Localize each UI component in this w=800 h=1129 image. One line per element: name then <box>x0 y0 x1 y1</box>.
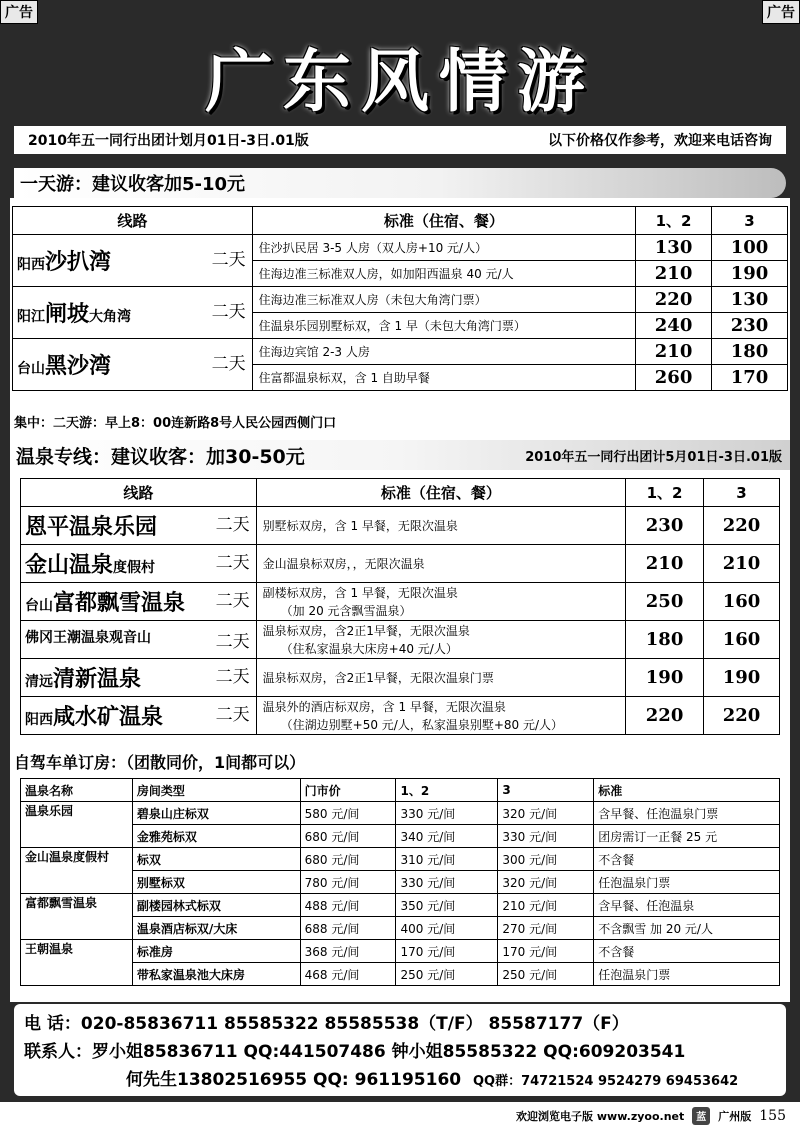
col-route: 线路 <box>21 479 257 507</box>
route-name: 恩平温泉乐园 <box>25 515 158 540</box>
section2-panel <box>10 432 790 1002</box>
route-days: 二天 <box>211 354 246 374</box>
standard-cell: 住海边准三标准双人房（未包大角湾门票） <box>252 287 635 313</box>
table-row <box>21 802 780 825</box>
route-suffix: 大角湾 <box>89 309 132 325</box>
price-3-cell: 250 元/间 <box>498 963 594 986</box>
price-12-cell: 230 <box>626 507 704 545</box>
price-12-cell: 240 <box>636 313 712 339</box>
spa-name-cell: 富都飘雪温泉 <box>21 894 133 940</box>
col-standard: 标准（住宿、餐） <box>252 207 635 235</box>
contact-persons-1: 罗小姐85836711 QQ:441507486 钟小姐85585322 QQ:609203541 <box>92 1042 686 1062</box>
col-route: 线路 <box>13 207 253 235</box>
standard-line: 副楼标双房，含 1 早餐，无限次温泉 <box>262 585 458 600</box>
price-3-cell: 190 <box>712 261 788 287</box>
self-drive-table <box>20 778 780 986</box>
route-days: 二天 <box>211 302 246 322</box>
section1-heading: 一天游：建议收客加5-10元 <box>14 168 786 198</box>
contact-persons-2: 何先生13802516955 QQ: 961195160 <box>126 1070 462 1090</box>
section1-table <box>12 206 788 391</box>
price-3-cell: 320 元/间 <box>498 871 594 894</box>
standard-cell: 任泡温泉门票 <box>594 963 780 986</box>
room-type-cell: 碧泉山庄标双 <box>132 802 300 825</box>
section2-heading: 温泉专线：建议收客：加30-50元 <box>16 445 305 468</box>
standard-cell: 不含餐 <box>594 848 780 871</box>
price-12-cell: 190 <box>626 659 704 697</box>
page-number: 155 <box>759 1107 786 1124</box>
publisher-logo-icon: 蓝 <box>692 1107 710 1125</box>
col-price-3: 3 <box>498 779 594 802</box>
table-row <box>21 621 780 659</box>
rack-rate-cell: 688 元/间 <box>300 917 396 940</box>
route-cell <box>13 235 253 287</box>
route-prefix: 台山 <box>25 598 53 614</box>
price-3-cell: 330 元/间 <box>498 825 594 848</box>
price-12-cell: 250 <box>626 583 704 621</box>
price-12-cell: 330 元/间 <box>396 871 498 894</box>
route-days: 二天 <box>211 250 246 270</box>
route-name: 沙扒湾 <box>45 250 112 275</box>
standard-line: 温泉外的酒店标双房，含 1 早餐，无限次温泉 <box>262 699 506 714</box>
route-cell <box>13 287 253 339</box>
phone-numbers: 020-85836711 85585322 85585538（T/F） 85587177（F） <box>80 1014 629 1034</box>
standard-cell: 住海边宾馆 2-3 人房 <box>252 339 635 365</box>
table-row <box>21 583 780 621</box>
room-type-cell: 副楼园林式标双 <box>132 894 300 917</box>
standard-line: 温泉标双房，含2正1早餐，无限次温泉 <box>262 623 470 638</box>
price-3-cell: 220 <box>704 697 780 735</box>
standard-cell <box>256 621 625 659</box>
table-row <box>13 235 788 261</box>
price-note: 以下价格仅作参考，欢迎来电话咨询 <box>548 133 772 149</box>
table-header-row <box>13 207 788 235</box>
footer <box>0 1102 800 1129</box>
col-standard: 标准（住宿、餐） <box>256 479 625 507</box>
route-prefix: 阳江 <box>17 309 45 325</box>
standard-line: （住私家温泉大床房+40 元/人） <box>280 641 458 656</box>
col-rack-rate: 门市价 <box>300 779 396 802</box>
price-12-cell: 130 <box>636 235 712 261</box>
rack-rate-cell: 580 元/间 <box>300 802 396 825</box>
standard-cell <box>256 507 625 545</box>
route-prefix: 清远 <box>25 674 53 690</box>
col-spa-name: 温泉名称 <box>21 779 133 802</box>
price-3-cell: 210 <box>704 545 780 583</box>
room-type-cell: 金雅苑标双 <box>132 825 300 848</box>
col-room-type: 房间类型 <box>132 779 300 802</box>
standard-cell: 住富都温泉标双，含 1 自助早餐 <box>252 365 635 391</box>
price-12-cell: 210 <box>636 339 712 365</box>
spa-name-cell: 王朝温泉 <box>21 940 133 986</box>
route-prefix: 佛冈王潮温泉观音山 <box>25 630 151 646</box>
route-prefix: 台山 <box>17 361 45 377</box>
spa-name-cell: 温泉乐园 <box>21 802 133 848</box>
price-12-cell: 350 元/间 <box>396 894 498 917</box>
route-days: 二天 <box>215 632 250 652</box>
standard-cell: 任泡温泉门票 <box>594 871 780 894</box>
route-name: 金山温泉 <box>25 553 114 578</box>
table-row <box>21 848 780 871</box>
contact-label: 联系人： <box>24 1042 92 1062</box>
ad-tag-left: 广告 <box>0 0 38 24</box>
rack-rate-cell: 368 元/间 <box>300 940 396 963</box>
standard-cell <box>256 545 625 583</box>
price-3-cell: 270 元/间 <box>498 917 594 940</box>
price-12-cell: 210 <box>636 261 712 287</box>
price-12-cell: 180 <box>626 621 704 659</box>
rack-rate-cell: 680 元/间 <box>300 825 396 848</box>
route-days: 二天 <box>215 591 250 611</box>
table-header-row <box>21 479 780 507</box>
standard-cell: 含早餐、任泡温泉门票 <box>594 802 780 825</box>
price-12-cell: 400 元/间 <box>396 917 498 940</box>
route-cell <box>21 697 257 735</box>
section2-note: 2010年五一同行出团计5月01日-3日.01版 <box>525 449 782 465</box>
price-3-cell: 100 <box>712 235 788 261</box>
price-3-cell: 130 <box>712 287 788 313</box>
section2-heading-bar <box>10 440 790 470</box>
route-name: 富都飘雪温泉 <box>53 591 186 616</box>
price-12-cell: 220 <box>626 697 704 735</box>
route-days: 二天 <box>215 515 250 535</box>
standard-cell <box>256 583 625 621</box>
table-row <box>21 507 780 545</box>
price-3-cell: 190 <box>704 659 780 697</box>
room-type-cell: 带私家温泉池大床房 <box>132 963 300 986</box>
table-row <box>21 871 780 894</box>
price-12-cell: 220 <box>636 287 712 313</box>
ad-tag-right: 广告 <box>762 0 800 24</box>
route-suffix: 度假村 <box>113 560 156 576</box>
room-type-cell: 别墅标双 <box>132 871 300 894</box>
standard-cell: 住沙扒民居 3-5 人房（双人房+10 元/人） <box>252 235 635 261</box>
price-3-cell: 180 <box>712 339 788 365</box>
qq-group: QQ群：74721524 9524279 69453642 <box>472 1074 739 1089</box>
banner-title: 广东风情游 <box>204 42 595 122</box>
table-row <box>13 287 788 313</box>
route-cell <box>21 507 257 545</box>
price-3-cell: 170 元/间 <box>498 940 594 963</box>
table-row <box>21 894 780 917</box>
price-3-cell: 170 <box>712 365 788 391</box>
standard-line: （加 20 元含飘雪温泉） <box>280 603 412 618</box>
rack-rate-cell: 468 元/间 <box>300 963 396 986</box>
price-12-cell: 250 元/间 <box>396 963 498 986</box>
price-12-cell: 170 元/间 <box>396 940 498 963</box>
route-cell <box>13 339 253 391</box>
info-bar <box>14 126 786 154</box>
route-name: 闸坡 <box>45 302 90 327</box>
route-prefix: 阳西 <box>25 712 53 728</box>
route-name: 咸水矿温泉 <box>53 705 164 730</box>
standard-cell <box>256 697 625 735</box>
contact-line-2 <box>24 1066 776 1096</box>
price-3-cell: 160 <box>704 621 780 659</box>
phone-line <box>24 1010 776 1038</box>
edition-note: 2010年五一同行出团计划月01日-3日.01版 <box>28 133 309 149</box>
rack-rate-cell: 780 元/间 <box>300 871 396 894</box>
table-header-row <box>21 779 780 802</box>
table-row <box>21 963 780 986</box>
route-name: 黑沙湾 <box>45 354 112 379</box>
table-row <box>13 339 788 365</box>
price-12-cell: 330 元/间 <box>396 802 498 825</box>
rack-rate-cell: 488 元/间 <box>300 894 396 917</box>
col-price-12: 1、2 <box>396 779 498 802</box>
phone-label: 电 话： <box>24 1014 81 1034</box>
price-12-cell: 210 <box>626 545 704 583</box>
standard-cell <box>256 659 625 697</box>
col-standard: 标准 <box>594 779 780 802</box>
price-3-cell: 160 <box>704 583 780 621</box>
standard-cell: 团房需订一正餐 25 元 <box>594 825 780 848</box>
standard-cell: 住海边准三标准双人房，如加阳西温泉 40 元/人 <box>252 261 635 287</box>
price-12-cell: 260 <box>636 365 712 391</box>
standard-cell: 不含餐 <box>594 940 780 963</box>
route-days: 二天 <box>215 553 250 573</box>
table-row <box>21 917 780 940</box>
spa-name-cell: 金山温泉度假村 <box>21 848 133 894</box>
room-type-cell: 温泉酒店标双/大床 <box>132 917 300 940</box>
contact-line-1 <box>24 1038 776 1066</box>
route-cell <box>21 545 257 583</box>
table-row <box>21 545 780 583</box>
route-prefix: 阳西 <box>17 257 45 273</box>
standard-cell: 不含飘雪 加 20 元/人 <box>594 917 780 940</box>
price-3-cell: 230 <box>712 313 788 339</box>
price-3-cell: 220 <box>704 507 780 545</box>
col-price-3: 3 <box>704 479 780 507</box>
room-type-cell: 标准房 <box>132 940 300 963</box>
standard-line: （住湖边别墅+50 元/人，私家温泉别墅+80 元/人） <box>280 717 564 732</box>
col-price-12: 1、2 <box>626 479 704 507</box>
standard-cell: 含早餐、任泡温泉 <box>594 894 780 917</box>
self-drive-heading: 自驾车单订房：（团散同价，1间都可以） <box>14 753 306 772</box>
route-name: 清新温泉 <box>53 667 142 692</box>
route-cell <box>21 659 257 697</box>
standard-line: 温泉标双房，含2正1早餐，无限次温泉门票 <box>262 670 494 685</box>
rack-rate-cell: 680 元/间 <box>300 848 396 871</box>
standard-line: 金山温泉标双房，，无限次温泉 <box>262 556 425 571</box>
contact-box <box>14 1004 786 1096</box>
footer-website: 欢迎浏览电子版 www.zyoo.net <box>516 1109 685 1123</box>
table-row <box>21 825 780 848</box>
table-row <box>21 697 780 735</box>
table-row <box>21 940 780 963</box>
table-row <box>21 659 780 697</box>
price-3-cell: 300 元/间 <box>498 848 594 871</box>
col-price-12: 1、2 <box>636 207 712 235</box>
route-cell <box>21 583 257 621</box>
col-price-3: 3 <box>712 207 788 235</box>
standard-line: 别墅标双房，含 1 早餐，无限次温泉 <box>262 518 458 533</box>
room-type-cell: 标双 <box>132 848 300 871</box>
route-cell <box>21 621 257 659</box>
gathering-note: 集中：二天游：早上8：00连新路8号人民公园西侧门口 <box>14 416 337 431</box>
section1-panel <box>10 198 790 438</box>
price-12-cell: 310 元/间 <box>396 848 498 871</box>
standard-cell: 住温泉乐园别墅标双，含 1 早（未包大角湾门票） <box>252 313 635 339</box>
route-days: 二天 <box>215 705 250 725</box>
footer-edition: 广州版 <box>718 1109 752 1123</box>
section2-table <box>20 478 780 735</box>
price-12-cell: 340 元/间 <box>396 825 498 848</box>
price-3-cell: 320 元/间 <box>498 802 594 825</box>
route-days: 二天 <box>215 667 250 687</box>
price-3-cell: 210 元/间 <box>498 894 594 917</box>
